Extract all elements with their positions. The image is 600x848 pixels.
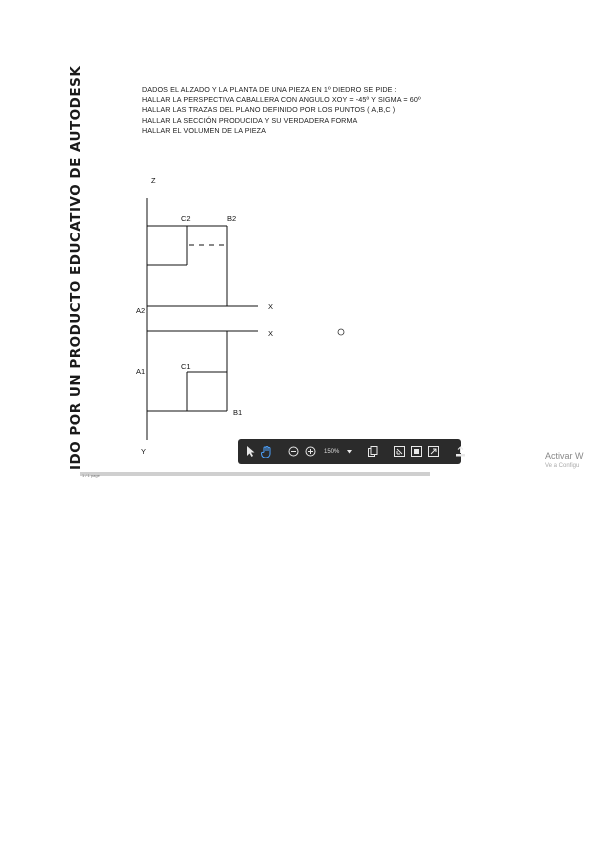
viewer-toolbar (238, 439, 461, 464)
label-b1: B1 (233, 408, 243, 417)
label-c2: C2 (181, 214, 191, 223)
status-text: 1 / 1 page (82, 473, 100, 478)
zoom-level[interactable]: 150% (324, 448, 340, 455)
pointer-icon[interactable] (246, 444, 255, 460)
zoom-out-icon[interactable] (288, 444, 299, 460)
watermark-text: IDO POR UN PRODUCTO EDUCATIVO DE AUTODESK (68, 65, 84, 470)
problem-line: HALLAR LA SECCIÓN PRODUCIDA Y SU VERDADERA FORMA (142, 115, 358, 125)
fit-width-icon[interactable] (411, 444, 422, 460)
share-icon[interactable] (455, 444, 466, 460)
label-x-bottom: X (268, 329, 274, 338)
problem-line: DADOS EL ALZADO Y LA PLANTA DE UNA PIEZA EN 1º DIEDRO SE PIDE : (142, 85, 397, 94)
activate-title: Activar W (545, 451, 584, 461)
activate-subtitle: Ve a Configu (545, 463, 580, 469)
activate-windows-notice (545, 451, 584, 469)
label-y: Y (141, 447, 147, 456)
label-z: Z (151, 176, 156, 185)
label-c1: C1 (181, 362, 191, 371)
cursor-marker-icon (338, 329, 344, 335)
label-a1: A1 (136, 367, 146, 376)
dropdown-icon[interactable] (347, 444, 352, 460)
label-b2: B2 (227, 214, 237, 223)
problem-line: HALLAR LAS TRAZAS DEL PLANO DEFINIDO POR LOS PUNTOS ( A,B,C ) (142, 105, 396, 115)
fullscreen-icon[interactable] (428, 444, 439, 460)
problem-line: HALLAR EL VOLUMEN DE LA PIEZA (142, 125, 267, 135)
page-icon[interactable] (368, 444, 378, 460)
horizontal-scrollbar[interactable] (80, 472, 430, 476)
hand-icon[interactable] (261, 444, 272, 460)
problem-line: HALLAR LA PERSPECTIVA CABALLERA CON ANGULO XOY = -45º Y SIGMA = 60º (142, 95, 421, 105)
label-x-top: X (268, 302, 274, 311)
fit-page-icon[interactable] (394, 444, 405, 460)
label-a2: A2 (136, 306, 146, 315)
zoom-in-icon[interactable] (305, 444, 316, 460)
